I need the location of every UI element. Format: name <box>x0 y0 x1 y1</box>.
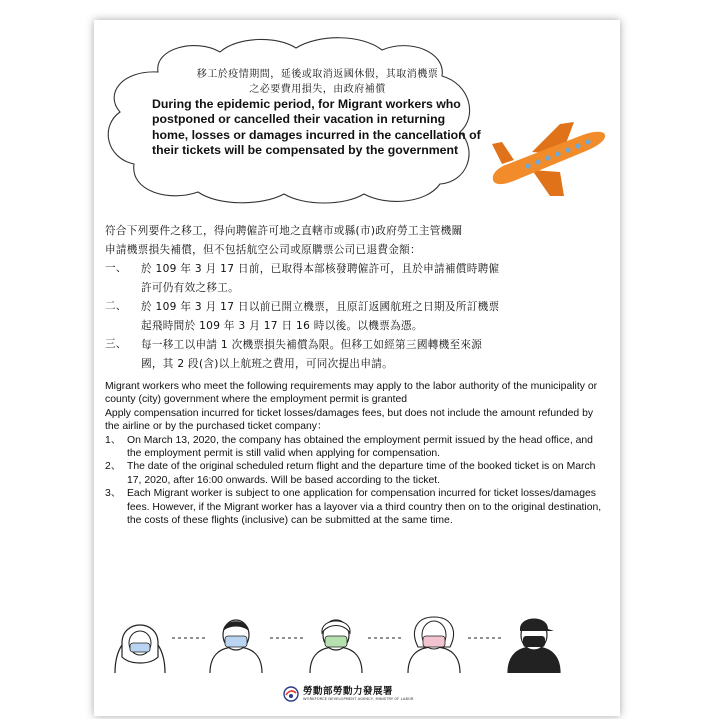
en-intro-paragraph: Apply compensation incurred for ticket losses/damages fees, but does not include the amount refunded by the airline or by the purchased ticket company： <box>105 407 594 433</box>
worker-black-mask-icon <box>508 619 560 674</box>
en-requirement-item <box>105 434 605 461</box>
worker-pink-mask-icon <box>408 617 460 673</box>
agency-name-english: WORKFORCE DEVELOPMENT AGENCY, MINISTRY OF LABOR <box>303 697 414 701</box>
agency-footer <box>283 686 413 702</box>
en-requirement-item <box>105 460 605 487</box>
zh-item-number: 一、 <box>105 262 127 274</box>
chinese-requirements <box>105 222 605 374</box>
english-requirements <box>105 380 605 527</box>
zh-requirement-item <box>105 260 605 298</box>
headline-zh-line1: 移工於疫情期間，延後或取消返國休假，其取消機票 <box>196 69 439 80</box>
en-item-text: Each Migrant worker is subject to one application for compensation incurred for ticket losses/damages fees. However, if the Migrant worker has a layover via a third country then on to the original destination, the costs of these flights (inclusive) can be submitted at the same time. <box>127 488 602 527</box>
zh-item-text: 於 109 年 3 月 17 日以前已開立機票，且原訂返國航班之日期及所訂機票 <box>141 301 500 313</box>
en-item-number: 2、 <box>105 461 122 473</box>
en-item-number: 3、 <box>105 488 122 500</box>
headline-english: During the epidemic period, for Migrant workers who postponed or cancelled their vacation in returning home, losses or damages incurred in the cancellation of their tickets will be compensated by the government <box>152 97 481 158</box>
en-item-text: The date of the original scheduled return flight and the departure time of the booked ticket is on March 17, 2020, after 16:00 onwards. Will be based according to the ticket. <box>127 461 596 486</box>
zh-item-text: 許可仍有效之移工。 <box>141 282 240 294</box>
zh-requirement-item <box>105 298 605 336</box>
agency-logo-icon <box>283 686 299 702</box>
zh-item-number: 二、 <box>105 300 127 312</box>
zh-item-number: 三、 <box>105 338 127 350</box>
worker-blue-mask-icon <box>210 620 262 673</box>
zh-item-text: 國，其 2 段(含)以上航班之費用，可同次提出申請。 <box>141 358 394 370</box>
headline-zh-line2: 之必要費用損失，由政府補償 <box>249 84 386 95</box>
zh-intro-line1: 符合下列要件之移工，得向聘僱許可地之直轄市或縣(市)政府勞工主管機關 <box>105 225 463 237</box>
masked-workers-illustration <box>110 613 590 673</box>
zh-item-text: 於 109 年 3 月 17 日前，已取得本部核發聘僱許可，且於申請補償時聘僱 <box>141 263 500 275</box>
zh-intro-line2: 申請機票損失補償，但不包括航空公司或原購票公司已退費金額： <box>105 244 421 256</box>
agency-name-chinese: 勞動部勞動力發展署 <box>303 686 394 697</box>
airplane-icon <box>488 118 608 200</box>
en-item-text: On March 13, 2020, the company has obtained the employment permit issued by the head office, and the employment permit is still valid when applying for compensation. <box>127 434 593 460</box>
zh-requirement-item <box>105 336 605 374</box>
en-intro-paragraph: Migrant workers who meet the following requirements may apply to the labor authority of the municipality or county (city) government where the employment permit is granted <box>105 381 598 406</box>
headline-chinese <box>150 67 485 97</box>
en-item-number: 1、 <box>105 434 122 446</box>
worker-hijab-icon <box>115 625 165 673</box>
zh-item-text: 每一移工以申請 1 次機票損失補償為限。但移工如經第三國轉機至來源 <box>141 339 483 351</box>
zh-item-text: 起飛時間於 109 年 3 月 17 日 16 時以後。以機票為憑。 <box>141 320 423 332</box>
en-requirement-item <box>105 487 605 527</box>
worker-green-mask-icon <box>310 620 362 673</box>
